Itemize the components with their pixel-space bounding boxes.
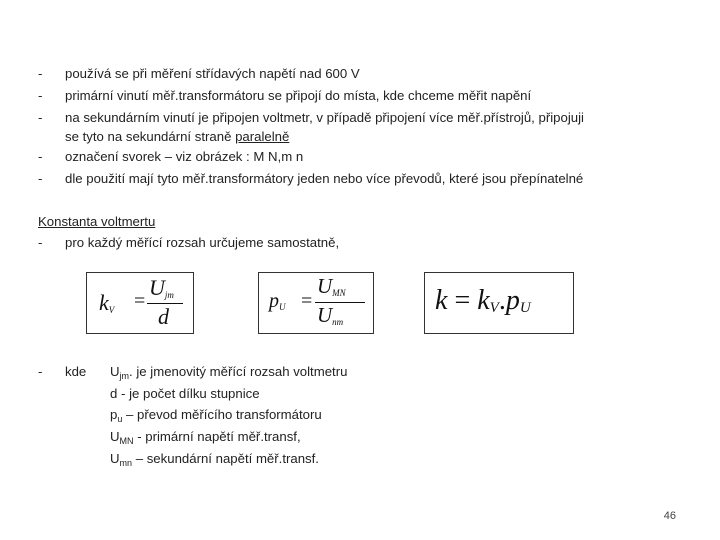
bullet-text-continued bbox=[65, 127, 289, 146]
bullet-dash: - bbox=[38, 66, 43, 81]
bullet-dash: - bbox=[38, 171, 43, 186]
formula-pu-numerator: $U_{MN}$ bbox=[317, 274, 346, 298]
bullet-dash: - bbox=[38, 149, 43, 164]
section-title: Konstanta voltmertu bbox=[38, 214, 156, 229]
formula-kv-lhs: $k_V$ bbox=[99, 290, 115, 315]
bullet-dash: - bbox=[38, 110, 43, 125]
section-text: pro každý měřící rozsah určujeme samostatně, bbox=[65, 235, 340, 250]
legend-lead: kde bbox=[65, 364, 87, 379]
bullet-dash: - bbox=[38, 88, 43, 103]
legend-item: d - je počet dílku stupnice bbox=[110, 386, 260, 401]
bullet-text: na sekundárním vinutí je připojen voltmetr, v případě připojení více měř.přístrojů, připojuji bbox=[65, 110, 584, 125]
legend-dash: - bbox=[38, 364, 43, 379]
formula-kv-numerator: $U_{jm}$ bbox=[149, 275, 174, 300]
bullet-text: označení svorek – viz obrázek : M N,m n bbox=[65, 149, 304, 164]
bullet-text: primární vinutí měř.transformátoru se připojí do místa, kde chceme měřit napění bbox=[65, 88, 532, 103]
bullet-text: dle použití mají tyto měř.transformátory jeden nebo více převodů, které jsou přepínatelné bbox=[65, 171, 584, 186]
formula-kv-box bbox=[86, 272, 194, 334]
underlined-word: paralelně bbox=[235, 129, 290, 144]
formula-pu-denominator: $U_{nm}$ bbox=[317, 303, 344, 327]
formula-pu-eq: = bbox=[301, 290, 313, 312]
formula-pu-lhs: $p_U$ bbox=[269, 290, 286, 312]
page-number: 46 bbox=[663, 510, 676, 522]
legend-item: $U_{MN}$ - primární napětí měř.transf, bbox=[110, 429, 301, 446]
formula-pu-box bbox=[258, 272, 374, 334]
legend-item: $U_{jm}$. je jmenovitý měřící rozsah voltmetru bbox=[110, 364, 348, 381]
bullet-text-prefix: se tyto na sekundární straně bbox=[65, 129, 236, 144]
formula-k-box bbox=[424, 272, 574, 334]
formula-kv-denominator: d bbox=[158, 304, 169, 329]
section-dash: - bbox=[38, 235, 43, 250]
formula-k-expression: $k = k_V.p_U$ bbox=[435, 285, 531, 316]
legend-item: $p_u$ – převod měřícího transformátoru bbox=[110, 407, 322, 424]
legend-item: $U_{mn}$ – sekundární napětí měř.transf. bbox=[110, 451, 319, 468]
bullet-text: používá se při měření střídavých napětí nad 600 V bbox=[65, 66, 360, 81]
formula-kv-eq: = bbox=[134, 290, 146, 312]
